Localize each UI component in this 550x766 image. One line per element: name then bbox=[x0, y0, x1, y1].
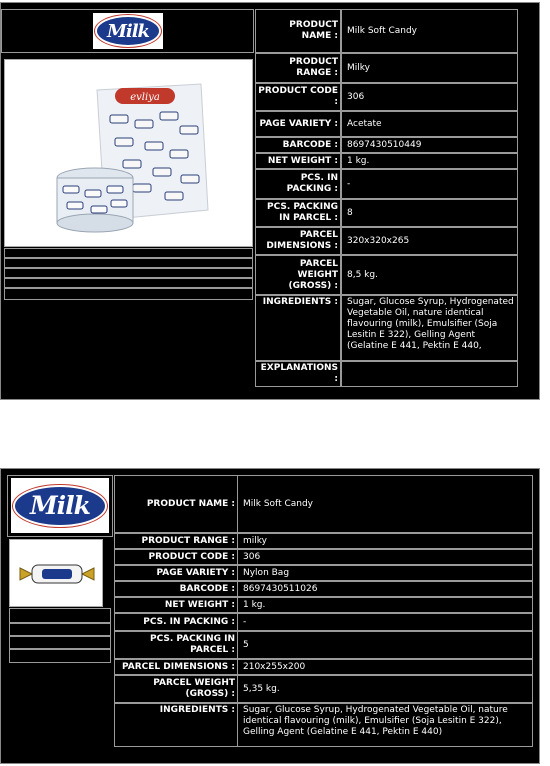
page-variety-label: PAGE VARIETY : bbox=[259, 118, 338, 129]
milk-logo-mark: Milk bbox=[15, 487, 105, 525]
pcs-in-packing-label: PCS. IN PACKING : bbox=[143, 616, 235, 627]
product-code-value: 306 bbox=[347, 91, 365, 102]
product-sheet-2 bbox=[0, 468, 540, 764]
net-weight-label: NET WEIGHT : bbox=[267, 155, 338, 166]
pcs-packing-in-parcel-label: PCS. PACKING IN PARCEL : bbox=[150, 634, 235, 655]
page-variety-value: Nylon Bag bbox=[243, 567, 290, 578]
page-variety-value: Acetate bbox=[347, 118, 382, 129]
parcel-dimensions-value: 320x320x265 bbox=[347, 235, 410, 246]
pcs-packing-in-parcel-label: PCS. PACKING IN PARCEL : bbox=[267, 202, 338, 223]
blank-row bbox=[4, 268, 253, 278]
bag-brand-label: evliya bbox=[130, 92, 160, 103]
product-sheet-1 bbox=[0, 2, 540, 400]
brand-logo bbox=[93, 13, 163, 49]
barcode-label: BARCODE : bbox=[282, 139, 338, 150]
parcel-weight-gross-value: 5,35 kg. bbox=[243, 683, 280, 694]
barcode-value: 8697430511026 bbox=[243, 583, 318, 594]
blank-row bbox=[9, 608, 111, 623]
ingredients-value: Sugar, Glucose Syrup, Hydrogenated Vegetable Oil, nature identical flavouring (milk), Emulsifier (Soja Lesitin E 322), Gelling Agent (Gelatine E 441, Pektin E 440) bbox=[243, 705, 508, 737]
net-weight-value: 1 kg. bbox=[243, 599, 266, 610]
parcel-dimensions-value: 210x255x200 bbox=[243, 661, 306, 672]
product-range-value: milky bbox=[243, 535, 267, 546]
product-range-label: PRODUCT RANGE : bbox=[141, 535, 235, 546]
pcs-packing-in-parcel-value: 5 bbox=[243, 639, 249, 650]
explanations-label: EXPLANATIONS : bbox=[260, 363, 338, 384]
parcel-dimensions-label: PARCEL DIMENSIONS : bbox=[122, 661, 235, 672]
pcs-in-packing-value: - bbox=[347, 178, 351, 189]
product-code-value: 306 bbox=[243, 551, 261, 562]
barcode-value: 8697430510449 bbox=[347, 139, 422, 150]
ingredients-value: Sugar, Glucose Syrup, Hydrogenated Vegetable Oil, nature identical flavouring (milk), Emulsifier (Soja Lesitin E 322), Gelling Agent (Gelatine E 441, Pektin E 440, bbox=[347, 297, 514, 351]
product-image-1 bbox=[4, 59, 253, 247]
blank-row bbox=[9, 636, 111, 649]
product-name-value: Milk Soft Candy bbox=[243, 498, 314, 509]
blank-row bbox=[4, 288, 253, 300]
blank-row bbox=[9, 649, 111, 663]
product-name-value: Milk Soft Candy bbox=[347, 25, 418, 36]
product-image-2 bbox=[9, 539, 103, 607]
candy-bag-illustration bbox=[5, 60, 253, 247]
parcel-weight-gross-value: 8,5 kg. bbox=[347, 269, 378, 280]
blank-row bbox=[4, 258, 253, 268]
net-weight-label: NET WEIGHT : bbox=[164, 599, 235, 610]
product-code-label: PRODUCT CODE : bbox=[258, 86, 338, 107]
blank-row bbox=[4, 248, 253, 258]
blank-row bbox=[4, 278, 253, 288]
pcs-packing-in-parcel-value: 8 bbox=[347, 207, 353, 218]
pcs-in-packing-label: PCS. IN PACKING : bbox=[286, 173, 338, 194]
milk-logo-mark: Milk bbox=[97, 17, 159, 45]
parcel-weight-gross-label: PARCEL WEIGHT (GROSS) : bbox=[288, 258, 338, 291]
barcode-label: BARCODE : bbox=[179, 583, 235, 594]
page-variety-label: PAGE VARIETY : bbox=[156, 567, 235, 578]
product-range-label: PRODUCT RANGE : bbox=[289, 57, 338, 78]
ingredients-label: INGREDIENTS : bbox=[159, 705, 235, 715]
explanations-value bbox=[341, 361, 516, 387]
single-candy-illustration bbox=[10, 540, 103, 607]
brand-logo bbox=[11, 478, 109, 533]
parcel-weight-gross-label: PARCEL WEIGHT (GROSS) : bbox=[153, 678, 235, 699]
parcel-dimensions-label: PARCEL DIMENSIONS : bbox=[266, 230, 338, 251]
product-name-label: PRODUCT NAME : bbox=[146, 498, 235, 509]
product-code-label: PRODUCT CODE : bbox=[148, 551, 235, 562]
blank-row bbox=[9, 623, 111, 636]
net-weight-value: 1 kg. bbox=[347, 155, 370, 166]
ingredients-label: INGREDIENTS : bbox=[262, 297, 338, 307]
product-range-value: Milky bbox=[347, 62, 370, 73]
pcs-in-packing-value: - bbox=[243, 616, 247, 627]
product-name-label: PRODUCT NAME : bbox=[289, 20, 338, 41]
